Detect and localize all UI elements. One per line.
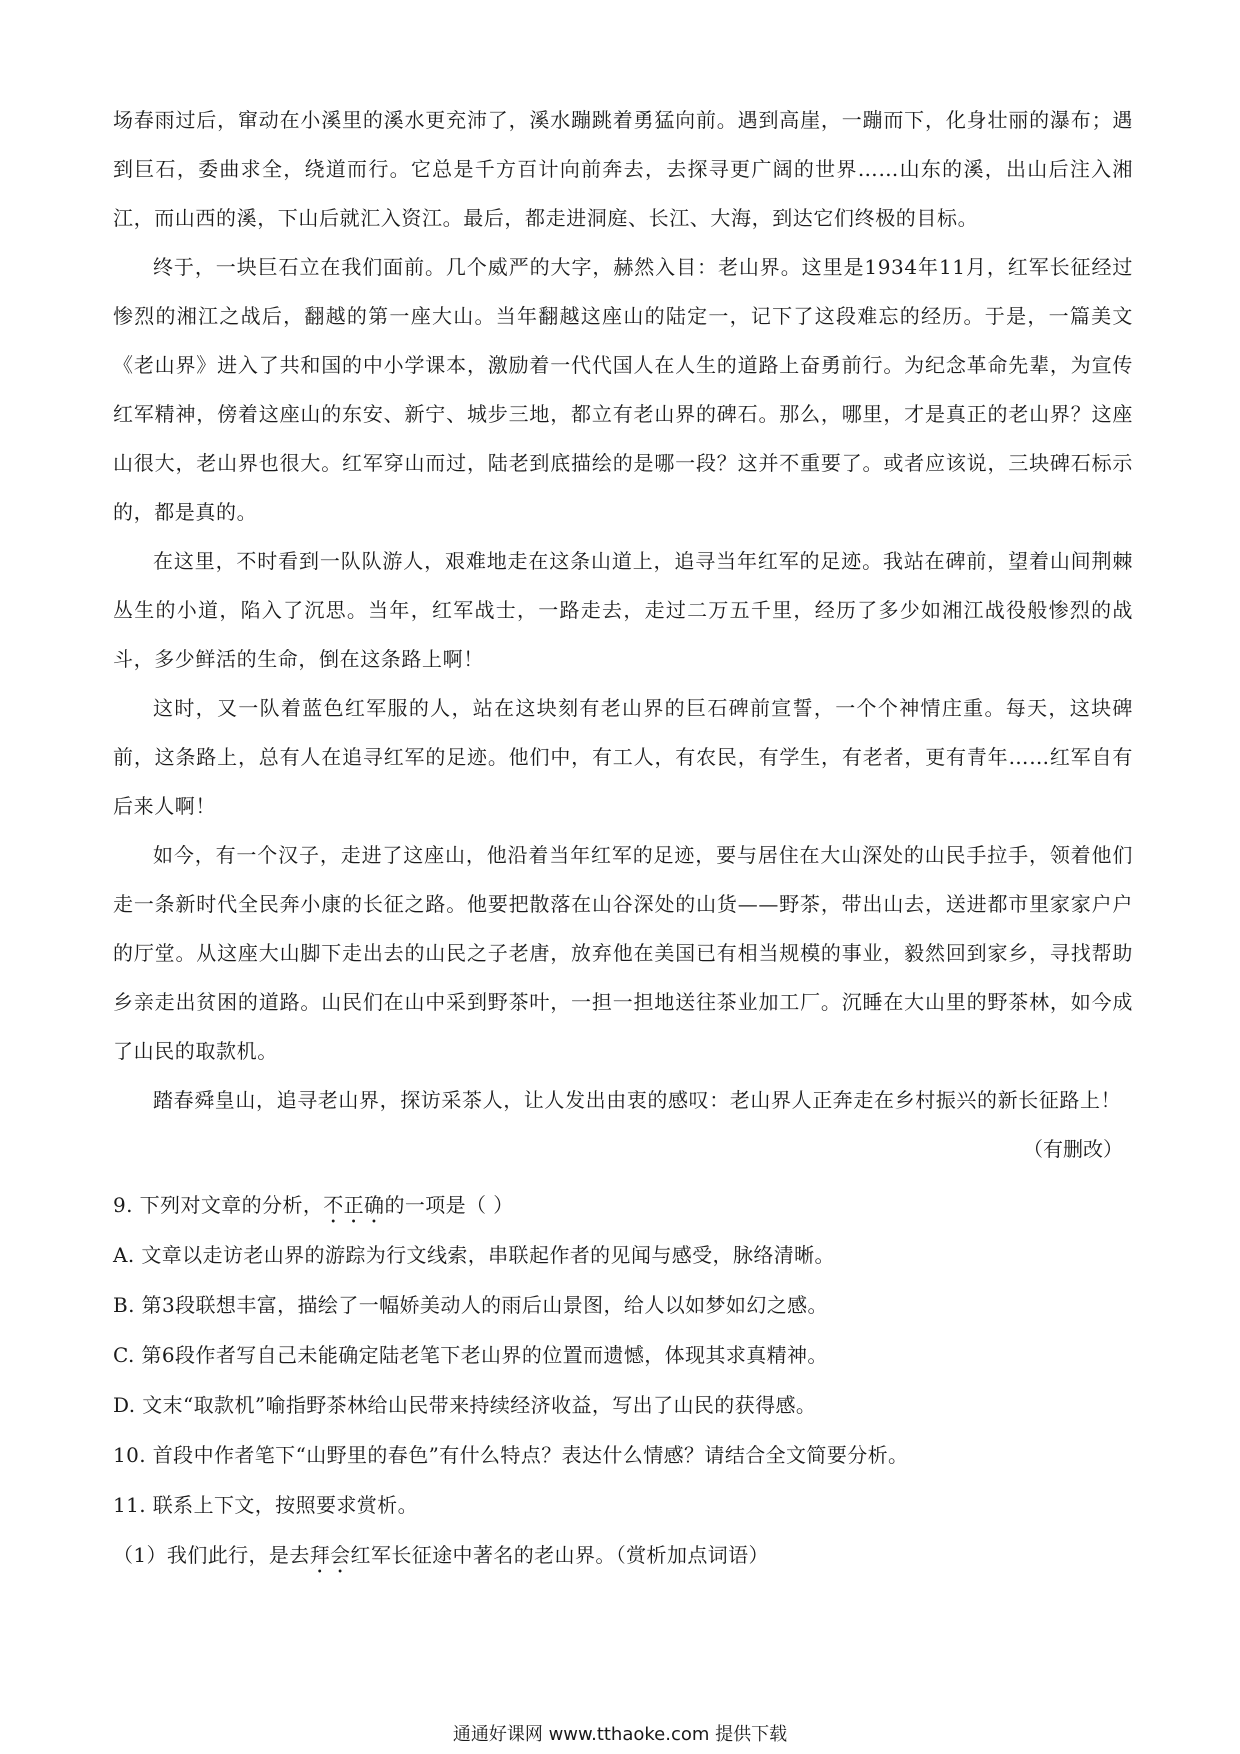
option-d: D. 文末“取款机”喻指野茶林给山民带来持续经济收益，写出了山民的获得感。 xyxy=(113,1393,817,1417)
passage-paragraph-2: 终于，一块巨石立在我们面前。几个威严的大字，赫然入目：老山界。这里是1934年11月，红军长征经过惨烈的湘江之战后，翻越的第一座大山。当年翻越这座山的陆定一，记下了这段难忘的经历。于是，一篇美文《老山界》进入了共和国的中小学课本，激励着一代代国人在人生的道路上奋勇前行。为纪念革命先辈，为宣传红军精神，傍着这座山的东安、新宁、城步三地，都立有老山界的碑石。那么，哪里，才是真正的老山界？这座山很大，老山界也很大。红军穿山而过，陆老到底描绘的是哪一段？这并不重要了。或者应该说，三块碑石标示的，都是真的。 xyxy=(113,255,1133,524)
passage-paragraph-4: 这时，又一队着蓝色红军服的人，站在这块刻有老山界的巨石碑前宣誓，一个个神情庄重。每天，这块碑前，这条路上，总有人在追寻红军的足迹。他们中，有工人，有农民，有学生，有老者，更有青年……红军自有后来人啊！ xyxy=(113,696,1133,818)
question-10: 10. 首段中作者笔下“山野里的春色”有什么特点？表达什么情感？请结合全文简要分析。 xyxy=(113,1443,909,1467)
option-b: B. 第3段联想丰富，描绘了一幅娇美动人的雨后山景图，给人以如梦如幻之感。 xyxy=(113,1293,828,1317)
question-9-emphasis: 不正确 xyxy=(323,1193,385,1217)
passage-paragraph-5: 如今，有一个汉子，走进了这座山，他沿着当年红军的足迹，要与居住在大山深处的山民手拉手，领着他们走一条新时代全民奔小康的长征之路。他要把散落在山谷深处的山货——野茶，带出山去，送进都市里家家户户的厅堂。从这座大山脚下走出去的山民之子老唐，放弃他在美国已有相当规模的事业，毅然回到家乡，寻找帮助乡亲走出贫困的道路。山民们在山中采到野茶叶，一担一担地送往茶业加工厂。沉睡在大山里的野茶林，如今成了山民的取款机。 xyxy=(113,843,1133,1063)
question-11-1-prefix: （1）我们此行，是去 xyxy=(113,1543,310,1567)
option-c: C. 第6段作者写自己未能确定陆老笔下老山界的位置而遗憾，体现其求真精神。 xyxy=(113,1343,828,1367)
question-11: 11. 联系上下文，按照要求赏析。 xyxy=(113,1493,418,1517)
passage-paragraph-6: 踏春舜皇山，追寻老山界，探访采茶人，让人发出由衷的感叹：老山界人正奔走在乡村振兴的新长征路上！ xyxy=(153,1088,1122,1112)
question-9 xyxy=(113,1180,1133,1230)
document-page xyxy=(113,96,1133,1580)
question-11-1-emphasis: 拜会 xyxy=(309,1543,351,1567)
footer-download-note: 通通好课网 www.tthaoke.com 提供下载 xyxy=(452,1724,788,1745)
source-note: （有删改） xyxy=(1023,1137,1123,1161)
passage-paragraph-3: 在这里，不时看到一队队游人，艰难地走在这条山道上，追寻当年红军的足迹。我站在碑前，望着山间荆棘丛生的小道，陷入了沉思。当年，红军战士，一路走去，走过二万五千里，经历了多少如湘江战役般惨烈的战斗，多少鲜活的生命，倒在这条路上啊！ xyxy=(113,549,1133,671)
passage-paragraph-1: 场春雨过后，窜动在小溪里的溪水更充沛了，溪水蹦跳着勇猛向前。遇到高崖，一蹦而下，化身壮丽的瀑布；遇到巨石，委曲求全，绕道而行。它总是千方百计向前奔去，去探寻更广阔的世界……山东的溪，出山后注入湘江，而山西的溪，下山后就汇入资江。最后，都走进洞庭、长江、大海，到达它们终极的目标。 xyxy=(113,108,1133,230)
question-9-prefix: 9. 下列对文章的分析， xyxy=(113,1193,324,1217)
question-9-suffix: 的一项是（ ） xyxy=(384,1193,514,1217)
option-a: A. 文章以走访老山界的游踪为行文线索，串联起作者的见闻与感受，脉络清晰。 xyxy=(113,1243,835,1267)
question-11-1-suffix: 红军长征途中著名的老山界。（赏析加点词语） xyxy=(350,1543,769,1567)
question-11-1 xyxy=(113,1530,1133,1580)
